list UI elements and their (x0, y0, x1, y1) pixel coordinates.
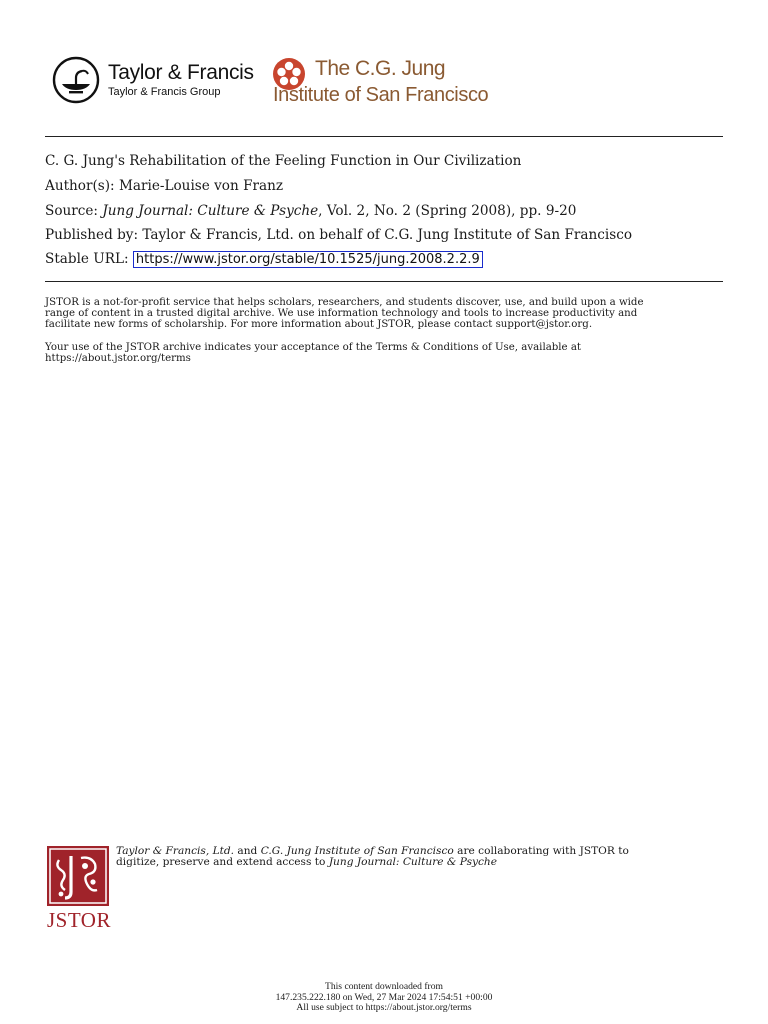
notice-line: JSTOR is a not-for-profit service that helps scholars, researchers, and students discover, use, and build upon a wide (45, 297, 644, 308)
stable-url-label: Stable URL: (45, 251, 129, 267)
terms-link[interactable]: https://about.jstor.org/terms (45, 353, 191, 365)
publisher-name: Taylor & Francis, Ltd. on behalf of C.G. Jung Institute of San Francisco (142, 227, 633, 243)
published-line (45, 225, 632, 245)
jstor-notice-para1 (45, 297, 725, 331)
source-label: Source: (45, 203, 98, 219)
author-label: Author(s): (45, 178, 115, 194)
collab-and: and (234, 845, 261, 857)
published-label: Published by: (45, 227, 139, 243)
jstor-wordmark: JSTOR (47, 908, 111, 932)
collab-journal: Jung Journal: Culture & Psyche (328, 856, 498, 869)
footer-line2: 147.235.222.180 on Wed, 27 Mar 2024 17:54:51 +00:00 (275, 991, 493, 1003)
taylor-francis-logo (52, 56, 254, 104)
collab-prefix: digitize, preserve and extend access to (116, 856, 329, 869)
notice-line: range of content in a trusted digital archive. We use information technology and tools to increase productivity and (45, 308, 638, 320)
collaboration-line2 (116, 857, 716, 868)
notice-line: Your use of the JSTOR archive indicates your acceptance of the Terms & Conditions of Use, available at (45, 342, 581, 353)
publisher-logo-name: Taylor & Francis (108, 61, 254, 84)
notice-line: facilitate new forms of scholarship. For more information about JSTOR, please contact support@jstor.org. (45, 319, 593, 331)
collab-org2: C.G. Jung Institute of San Francisco (260, 845, 454, 857)
journal-title: Jung Journal: Culture & Psyche (102, 203, 319, 219)
article-title: C. G. Jung's Rehabilitation of the Feeling Function in Our Civilization (45, 153, 522, 169)
bottom-divider (45, 281, 723, 282)
collaboration-text (116, 846, 716, 869)
collab-org1: Taylor & Francis, Ltd. (116, 845, 235, 857)
jstor-emblem-icon (47, 846, 109, 906)
collab-rest: are collaborating with JSTOR to (453, 845, 629, 857)
partner-logo-line1: The C.G. Jung (315, 57, 446, 80)
source-line (45, 201, 576, 221)
author-name: Marie-Louise von Franz (118, 178, 284, 194)
jung-institute-logo (271, 56, 488, 108)
source-details: , Vol. 2, No. 2 (Spring 2008), pp. 9-20 (318, 203, 577, 219)
download-footer (0, 982, 768, 1014)
jstor-notice-para2 (45, 342, 725, 364)
publisher-logo-tagline: Taylor & Francis Group (108, 86, 221, 98)
top-divider (45, 136, 723, 137)
partner-logo-line2: Institute of San Francisco (273, 84, 489, 106)
stable-url-link[interactable]: https://www.jstor.org/stable/10.1525/jung.2008.2.2.9 (133, 251, 483, 268)
jstor-logo (47, 846, 111, 933)
lamp-icon (52, 56, 100, 104)
footer-line1: This content downloaded from (324, 981, 444, 992)
footer-line3: All use subject to https://about.jstor.org/terms (296, 1002, 472, 1014)
author-line (45, 176, 283, 196)
stable-url-line (45, 249, 483, 270)
